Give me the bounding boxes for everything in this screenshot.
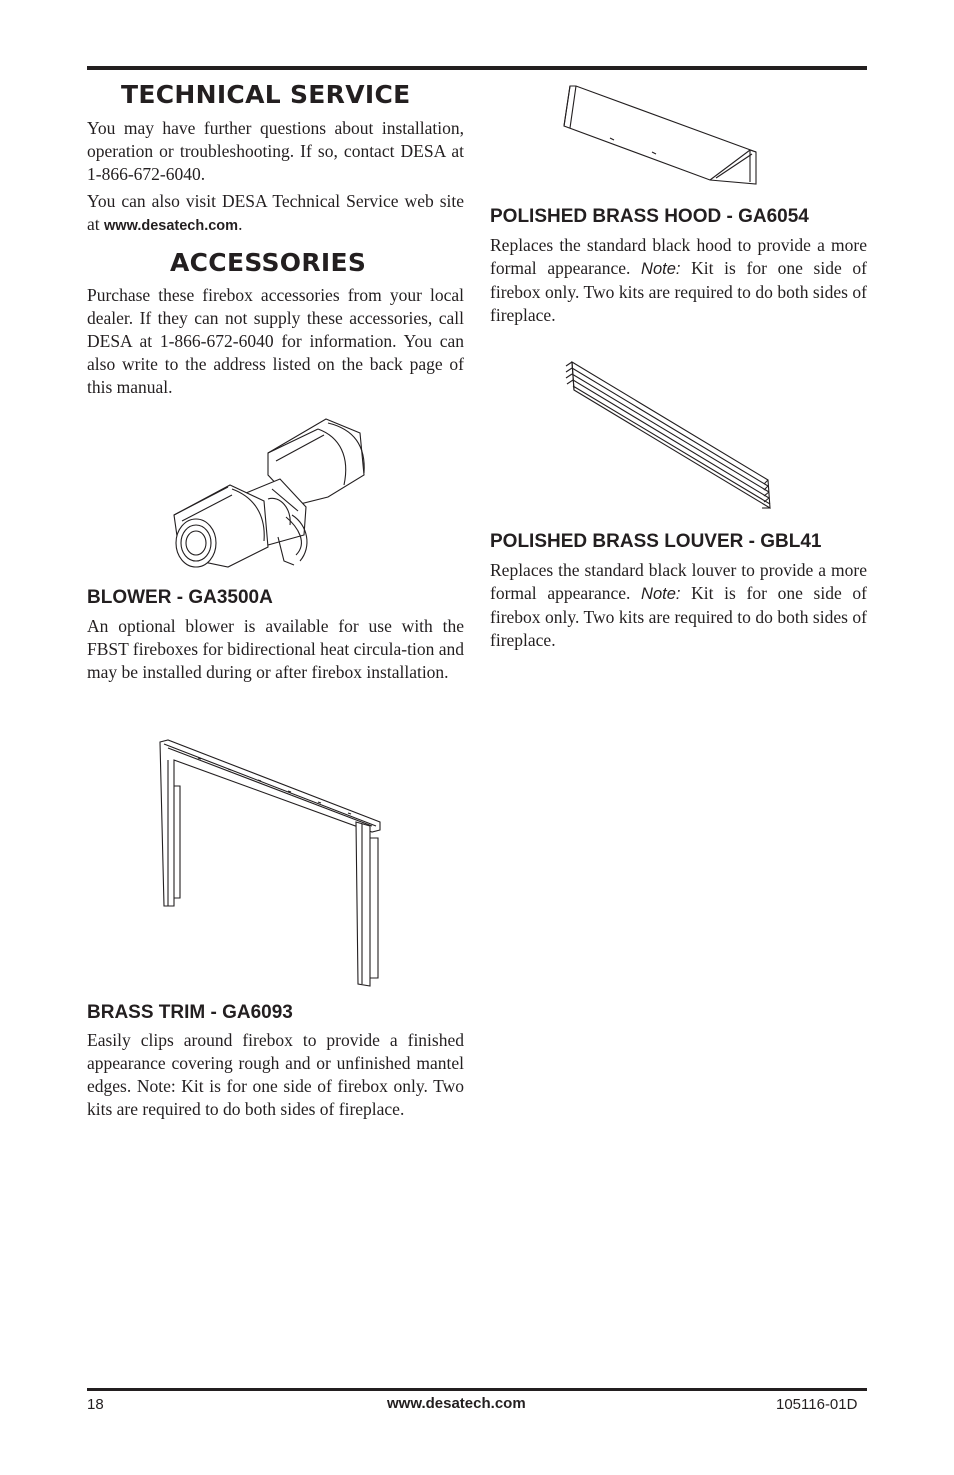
accessories-intro-block — [87, 284, 464, 399]
blower-text-block — [87, 615, 464, 684]
brass-trim-illustration — [158, 738, 383, 990]
technical-service-text — [87, 117, 464, 238]
louver-text-block — [490, 559, 867, 652]
top-rule — [87, 66, 867, 70]
blower-illustration — [168, 415, 373, 570]
technical-service-para-2 — [87, 190, 464, 238]
accessories-intro: Purchase these firebox accessories from your local dealer. If they can not supply these accessories, call DESA at 1-866-672-6040 for information. You can also write to the address listed on the back page of this manual. — [87, 285, 464, 397]
technical-service-para-1: You may have further questions about installation, operation or troubleshooting. If so, contact DESA at 1-866-672-6040. — [87, 118, 464, 184]
doc-number: 105116-01D — [776, 1396, 858, 1413]
blower-title: BLOWER - GA3500A — [87, 587, 273, 608]
blower-text: An optional blower is available for use with the FBST fireboxes for bidirectional heat circula-tion and may be installed during or after firebox installation. — [87, 616, 464, 682]
hood-title: POLISHED BRASS HOOD - GA6054 — [490, 206, 809, 227]
desatech-link[interactable]: www.desatech.com — [104, 218, 239, 234]
technical-service-heading: TECHNICAL SERVICE — [121, 80, 411, 109]
technical-service-para-2-prefix: You can also visit DESA Technical Service web site at — [87, 191, 464, 234]
hood-text-after-note: Kit is for one side of firebox only. Two kits are required to do both sides of fireplace. — [490, 258, 867, 325]
hood-note-label: Note: — [641, 260, 681, 278]
footer-website: www.desatech.com — [387, 1395, 526, 1412]
brass-trim-text-block — [87, 1029, 464, 1121]
hood-illustration — [560, 84, 760, 186]
louver-text-before-note: Replaces the standard black louver to provide a more formal appearance. — [490, 560, 867, 603]
hood-text-block — [490, 234, 867, 327]
louver-note-label: Note: — [641, 585, 681, 603]
louver-text — [490, 559, 867, 652]
page-number: 18 — [87, 1396, 104, 1413]
brass-trim-title: BRASS TRIM - GA6093 — [87, 1002, 293, 1023]
louver-text-after-note: Kit is for one side of firebox only. Two kits are required to do both sides of fireplace. — [490, 583, 867, 650]
hood-text — [490, 234, 867, 327]
brass-trim-text: Easily clips around firebox to provide a finished appearance covering rough and or unfinished mantel edges. Note: Kit is for one side of firebox only. Two kits are required to do both sides of fireplace. — [87, 1030, 464, 1119]
louver-illustration — [564, 360, 774, 512]
hood-text-before-note: Replaces the standard black hood to provide a more formal appearance. — [490, 235, 867, 278]
technical-service-para-2-suffix: . — [238, 214, 243, 234]
accessories-heading: ACCESSORIES — [170, 248, 367, 277]
bottom-rule — [87, 1388, 867, 1391]
louver-title: POLISHED BRASS LOUVER - GBL41 — [490, 531, 822, 552]
